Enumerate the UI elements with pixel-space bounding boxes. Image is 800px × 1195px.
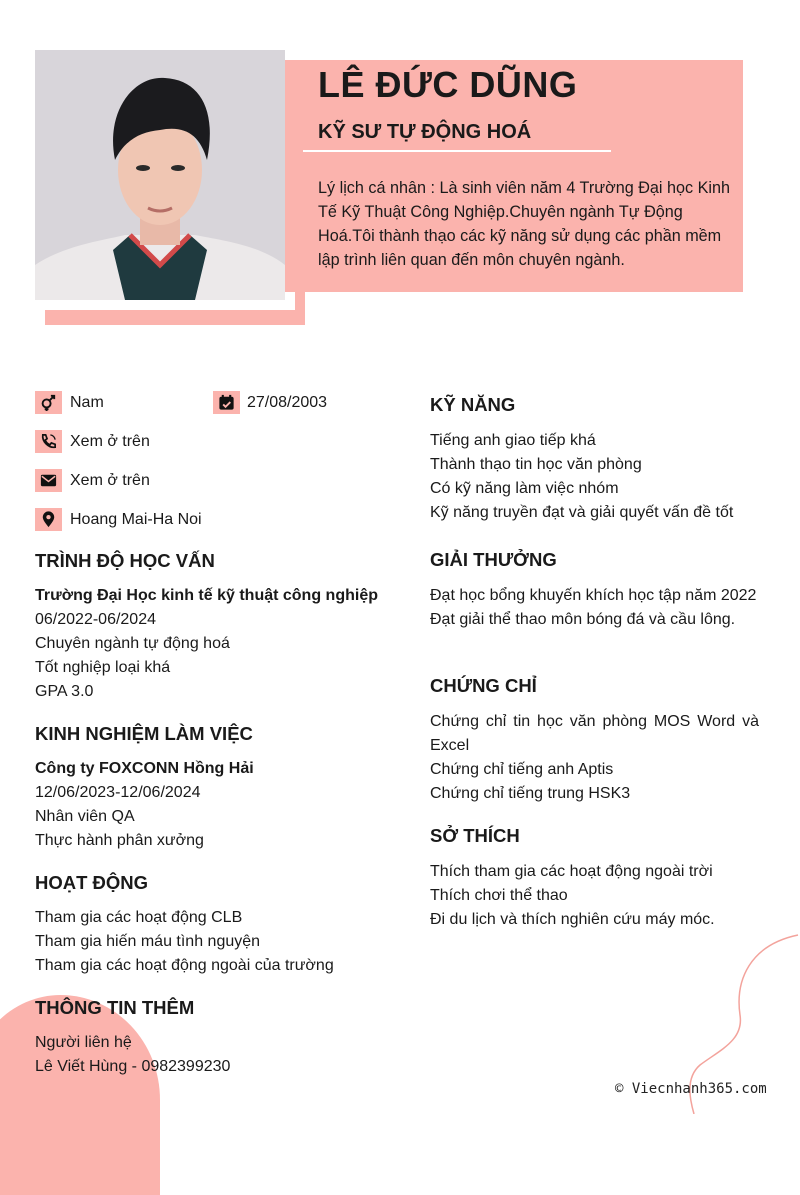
hobbies-list: [430, 860, 760, 932]
experience-period: 12/06/2023-12/06/2024: [35, 784, 201, 801]
experience-section: [35, 757, 254, 853]
hobbies-heading: SỞ THÍCH: [430, 825, 520, 846]
skills-list: [430, 429, 760, 525]
experience-description: Thực hành phân xưởng: [35, 832, 204, 849]
education-section: [35, 584, 378, 704]
list-item: Chứng chỉ tiếng anh Aptis: [430, 761, 614, 778]
awards-heading: GIẢI THƯỞNG: [430, 549, 557, 570]
list-item: Đạt học bổng khuyến khích học tập năm 2022: [430, 587, 757, 604]
awards-list: [430, 584, 759, 632]
education-school: Trường Đại Học kinh tế kỹ thuật công nghiệp: [35, 587, 378, 604]
experience-company: Công ty FOXCONN Hồng Hải: [35, 760, 254, 777]
list-item: Kỹ năng truyền đạt và giải quyết vấn đề tốt: [430, 504, 734, 521]
gender-value: Nam: [70, 394, 104, 411]
activities-list: [35, 906, 334, 978]
education-grade: Tốt nghiệp loại khá: [35, 659, 171, 676]
title-divider: [303, 150, 611, 152]
list-item: Chứng chỉ tiếng trung HSK3: [430, 785, 631, 802]
experience-position: Nhân viên QA: [35, 808, 135, 825]
phone-value: Xem ở trên: [70, 433, 150, 450]
education-heading: TRÌNH ĐỘ HỌC VẤN: [35, 550, 215, 571]
experience-heading: KINH NGHIỆM LÀM VIỆC: [35, 723, 253, 744]
list-item: Đạt giải thể thao môn bóng đá và cầu lông.: [430, 611, 736, 628]
location-icon: [35, 508, 62, 531]
watermark: © Viecnhanh365.com: [615, 1081, 767, 1097]
list-item: Tham gia các hoạt động ngoài của trường: [35, 957, 334, 974]
calendar-icon: [213, 391, 240, 414]
list-item: Thích tham gia các hoạt động ngoài trời: [430, 863, 713, 880]
activities-heading: HOẠT ĐỘNG: [35, 872, 149, 893]
list-item: Tham gia các hoạt động CLB: [35, 909, 243, 926]
additional-info-heading: THÔNG TIN THÊM: [35, 997, 195, 1018]
list-item: Tham gia hiến máu tình nguyện: [35, 933, 261, 950]
decorative-blob: [0, 995, 160, 1195]
education-major: Chuyên ngành tự động hoá: [35, 635, 230, 652]
list-item: Tiếng anh giao tiếp khá: [430, 432, 596, 449]
list-item: Có kỹ năng làm việc nhóm: [430, 480, 619, 497]
email-value: Xem ở trên: [70, 472, 150, 489]
profile-summary: Lý lịch cá nhân : Là sinh viên năm 4 Trường Đại học Kinh Tế Kỹ Thuật Công Nghiệp.Chuyên ngành Tự Động Hoá.Tôi thành thạo các kỹ năng sử dụng các phần mềm lập trình liên quan đến môn chuyên ngành.: [318, 179, 730, 269]
address-value: Hoang Mai-Ha Noi: [70, 511, 202, 528]
certificates-list: [430, 710, 759, 806]
list-item: Chứng chỉ tin học văn phòng MOS Word và Excel: [430, 713, 759, 754]
skills-heading: KỸ NĂNG: [430, 394, 516, 415]
certificates-heading: CHỨNG CHỈ: [430, 675, 537, 696]
reference-contact: Lê Viết Hùng - 0982399230: [35, 1058, 231, 1075]
phone-icon: [35, 430, 62, 453]
email-icon: [35, 469, 62, 492]
job-title: KỸ SƯ TỰ ĐỘNG HOÁ: [318, 121, 532, 143]
list-item: Đi du lịch và thích nghiên cứu máy móc.: [430, 911, 715, 928]
profile-photo: [35, 50, 285, 300]
list-item: Thích chơi thể thao: [430, 887, 568, 904]
reference-label: Người liên hệ: [35, 1034, 132, 1051]
birthdate-value: 27/08/2003: [247, 394, 328, 411]
additional-info-section: [35, 1031, 230, 1079]
list-item: Thành thạo tin học văn phòng: [430, 456, 642, 473]
education-gpa: GPA 3.0: [35, 683, 94, 700]
education-period: 06/2022-06/2024: [35, 611, 156, 628]
candidate-name: LÊ ĐỨC DŨNG: [318, 64, 578, 105]
gender-icon: [35, 391, 62, 414]
